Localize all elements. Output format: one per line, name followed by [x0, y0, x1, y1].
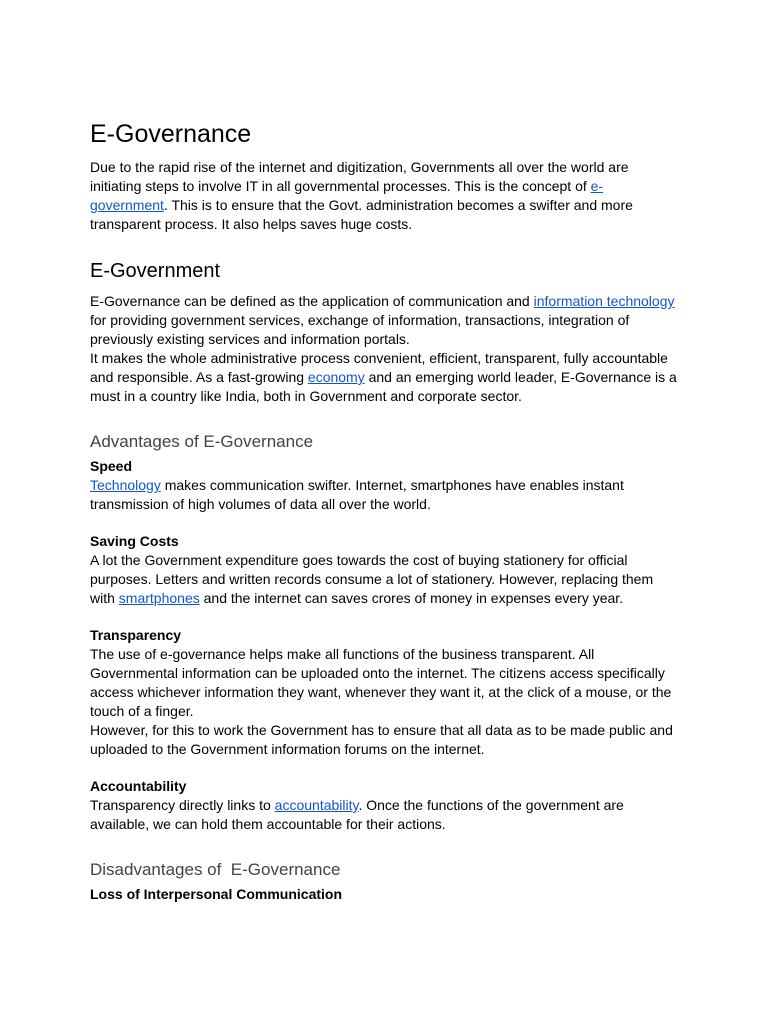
transparency-paragraph-2: However, for this to work the Government has to ensure that all data as to be made public and uploaded to the Government information forums on the internet. — [90, 722, 673, 757]
egov-p1-text-2: for providing government services, exchange of information, transactions, integration of previously existing services and information portals. — [90, 312, 630, 347]
smartphones-link[interactable]: smartphones — [118, 590, 200, 606]
speed-label: Speed — [90, 458, 133, 474]
technology-link[interactable]: Technology — [90, 477, 161, 493]
saving-text-1: A lot the Government expenditure goes towards the cost of buying stationery for official purposes. Letters and written records consume a lot of stationery. However, replacing them with — [90, 552, 654, 606]
spacer — [90, 759, 680, 777]
e-government-paragraph-1 — [90, 292, 680, 349]
information-technology-link[interactable]: information technology — [533, 293, 675, 309]
saving-costs-paragraph — [90, 551, 680, 608]
e-government-paragraph-2 — [90, 349, 680, 406]
transparency-paragraph-1: The use of e-governance helps make all functions of the business transparent. All Governmental information can be uploaded onto the internet. The citizens access specifically access whichever information they want, whenever they want it, at the click of a mouse, or the touch of a finger. — [90, 646, 672, 719]
egov-p2-text-1: It makes the whole administrative process convenient, efficient, transparent, fully accountable and responsible. As a fast-growing — [90, 350, 668, 385]
intro-text-1: Due to the rapid rise of the internet and digitization, Governments all over the world are initiating steps to involve IT in all governmental processes. This is the concept of — [90, 159, 629, 194]
loss-of-communication-label: Loss of Interpersonal Communication — [90, 886, 343, 902]
advantages-heading: Advantages of E-Governance — [90, 432, 314, 451]
spacer — [90, 608, 680, 626]
document-page — [90, 119, 680, 904]
economy-link[interactable]: economy — [307, 369, 365, 385]
accountability-text-2: . Once the functions of the government are available, we can hold them accountable for their actions. — [90, 797, 624, 832]
egov-p2-text-2: and an emerging world leader, E-Governance is a must in a country like India, both in Government and corporate sector. — [90, 369, 677, 404]
saving-text-2: and the internet can saves crores of money in expenses every year. — [199, 590, 624, 606]
accountability-paragraph — [90, 796, 680, 834]
spacer — [90, 514, 680, 532]
e-government-link[interactable]: e-government — [90, 178, 604, 213]
intro-paragraph — [90, 158, 680, 234]
document-title: E-Governance — [90, 120, 252, 148]
accountability-label: Accountability — [90, 778, 187, 794]
speed-paragraph — [90, 476, 680, 514]
accountability-text-1: Transparency directly links to — [90, 797, 275, 813]
accountability-link[interactable]: accountability — [274, 797, 359, 813]
disadvantages-heading: Disadvantages of E-Governance — [90, 860, 341, 879]
egov-p1-text-1: E-Governance can be defined as the application of communication and — [90, 293, 534, 309]
saving-costs-label: Saving Costs — [90, 533, 179, 549]
e-government-heading: E-Government — [90, 260, 221, 282]
speed-text: makes communication swifter. Internet, smartphones have enables instant transmission of high volumes of data all over the world. — [90, 477, 624, 512]
transparency-label: Transparency — [90, 627, 182, 643]
intro-text-2: . This is to ensure that the Govt. administration becomes a swifter and more transparent process. It also helps saves huge costs. — [90, 197, 633, 232]
